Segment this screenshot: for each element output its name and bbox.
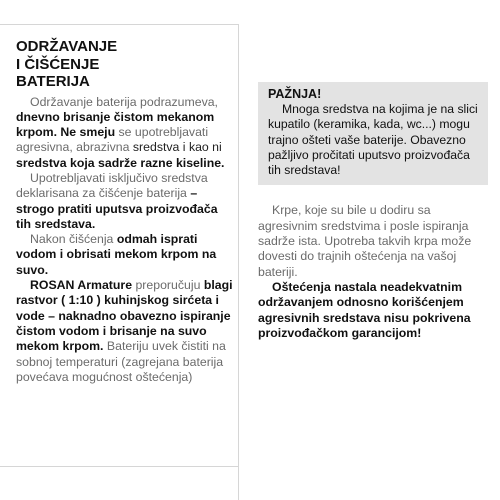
paragraph-cloths: Krpe, koje su bile u dodiru sa agresivnim sredstvima i posle ispiranja sadrže ista. Upotreba takvih krpa može dovesti do trajnih oštećenja na vašoj bateriji. bbox=[258, 203, 472, 279]
warning-column bbox=[258, 82, 488, 341]
maintenance-column bbox=[16, 38, 234, 385]
paragraph-cleaning-agents: Upotrebljavati isključivo sredstva deklarisana za čišćenje baterija – strogo pratiti uputsva proizvođača tih sredstava. bbox=[16, 170, 218, 231]
top-divider bbox=[0, 24, 238, 25]
warning-box bbox=[258, 82, 488, 185]
paragraph-daily-cleaning: Održavanje baterija podrazumeva, dnevno brisanje čistom mekanom krpom. Ne smeju se upotrebljavati agresivna, abrazivna sredstva i kao ni sredstva koja sadrže razne kiseline. bbox=[16, 94, 225, 170]
warning-title: PAŽNJA! bbox=[268, 87, 322, 101]
paragraph-recommendation: ROSAN Armature preporučuju blagi rastvor ( 1:10 ) kuhinjskog sirćeta i vode – naknadno obavezno ispiranje čistom vodom i brisanje na suvo mekom krpom. Bateriju uvek čistiti na sobnoj temperaturi (zagrejana baterija povećava mogućnost oštećenja) bbox=[16, 278, 233, 384]
title-line: ODRŽAVANJE bbox=[16, 38, 118, 55]
bottom-divider bbox=[0, 466, 238, 467]
warning-text: Mnoga sredstva na kojima je na slici kupatilo (keramika, kada, wc...) mogu trajno ošteti vaše baterije. Obavezno pažljivo pročitati uputsvo proizvođača tih sredstava! bbox=[268, 102, 478, 178]
section-title bbox=[16, 38, 234, 91]
title-line: BATERIJA bbox=[16, 73, 90, 90]
paragraph-rinse: Nakon čišćenja odmah isprati vodom i obrisati mekom krpom na suvo. bbox=[16, 232, 217, 277]
center-divider bbox=[238, 24, 239, 500]
title-line: I ČIŠĆENJE bbox=[16, 55, 100, 73]
paragraph-warranty: Oštećenja nastala neadekvatnim održavanjem odnosno korišćenjem agresivnih sredstava nisu pokrivena proizvođačkom garancijom! bbox=[258, 279, 471, 340]
